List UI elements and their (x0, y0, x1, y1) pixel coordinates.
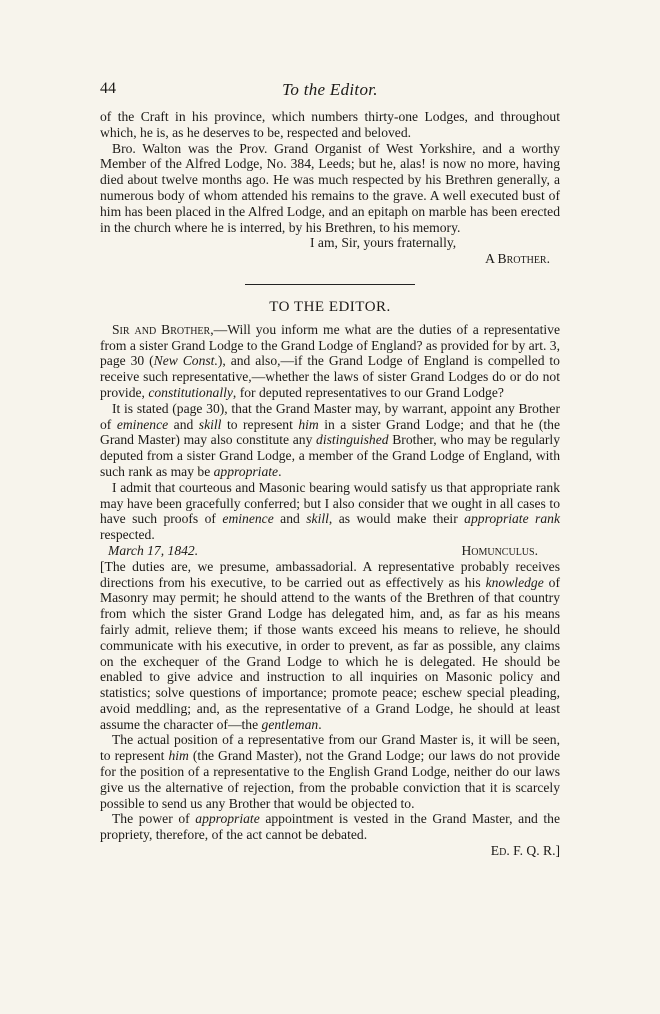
text-run: ), and also,—if the Grand Lodge of England is compelled to receive such representative,—whether the laws of sister Grand Lodges do or do not provide, (100, 353, 560, 400)
letter-one (100, 109, 560, 267)
running-title: To the Editor. (282, 80, 378, 99)
italic-run: him (168, 748, 189, 764)
italic-run: distinguished (316, 432, 389, 448)
text-run: . (278, 463, 282, 479)
text-run: I admit that courteous and Masonic bearing would satisfy us that appropriate rank may have been gracefully conferred; but I also consider that we ought in all cases to have such proofs of (100, 479, 560, 527)
text-run: and (273, 511, 307, 527)
text-run: to represent (221, 416, 299, 432)
letter-two (100, 300, 560, 559)
italic-run: eminence (222, 511, 274, 527)
editor-reply (100, 559, 560, 859)
italic-run: appropriate (213, 463, 279, 479)
italic-run: knowledge (485, 574, 544, 590)
editor-signature: Ed. F. Q. R.] (490, 843, 560, 859)
italic-run: New Const. (153, 353, 218, 369)
text-run: respected. (100, 527, 155, 543)
italic-run: appropriate (195, 811, 260, 827)
section-heading: TO THE EDITOR. (269, 298, 391, 315)
letter-date: March 17, 1842. (108, 542, 199, 558)
italic-run: constitutionally (148, 384, 233, 400)
paragraph: Bro. Walton was the Prov. Grand Organist of West Yorkshire, and a worthy Member of the Alfred Lodge, No. 384, Leeds; but he, alas! is now no more, having died about twelve months ago. He was much respected by his Brethren generally, a numerous body of whom attended his remains to the grave. A well executed bust of him has been placed in the Alfred Lodge, and an epitaph on marble has been erected in the church where he is interred, by his Brethren, to his memory. (100, 140, 560, 235)
paragraph (100, 559, 560, 733)
paragraph: of the Craft in his province, which numbers thirty-one Lodges, and throughout which, he is, as he deserves to be, respected and beloved. (100, 109, 560, 140)
paragraph (100, 811, 560, 843)
letter-closing: I am, Sir, yours fraternally, (310, 235, 457, 251)
text-run: (the Grand Master), not the Grand Lodge; our laws do not provide for the position of a representative to the English Grand Lodge, neither do our laws give us the alternative of rejection, from the probable conviction that it is scarcely possible to send us any Brother that would be objected to. (100, 748, 561, 811)
text-run: of Masonry may permit; he should attend to the wants of the Brethren of that country from which the sister Grand Lodge has delegated him, and, as far as his means fairly admit, relieve them; if those wants exceed his means to relieve, he should communicate with his executive, in order to prevent, as far as possible, any claims on the exchequer of the Grand Lodge to which he is delegated. He should be enabled to give advice and instruction to all inquiries on Masonic policy and statistics; solve questions of importance; promote peace; eschew special pleading, avoid meddling; and, as the representative of a Grand Lodge, he should at least assume the character of—the (100, 574, 561, 732)
text-run: and (168, 416, 199, 432)
text-run: , for deputed representatives to our Grand Lodge? (232, 384, 504, 400)
text-run: , as would make their (328, 511, 465, 527)
text-run: [The duties are, we presume, ambassadorial. A representative probably receives directions from his executive, to be carried out as effectively as his (100, 558, 560, 590)
italic-run: him (298, 416, 319, 432)
letter-signature: A Brother. (485, 251, 550, 267)
section-divider (245, 284, 415, 285)
italic-run: skill (198, 416, 222, 432)
letter-signature: Homunculus. (461, 542, 538, 558)
italic-run: skill (306, 511, 329, 527)
italic-run: gentleman (261, 716, 319, 732)
page-header (100, 80, 560, 100)
text-run: The actual position of a representative from our Grand Master is, it will be seen, to represent (100, 732, 560, 764)
paragraph (100, 401, 560, 480)
paragraph (100, 322, 560, 401)
body-text (100, 109, 560, 859)
text-run: The power of (112, 811, 196, 827)
page-number: 44 (100, 80, 116, 97)
text-run: appointment is vested in the Grand Master, and the propriety, therefore, of the act cannot be debated. (100, 811, 561, 843)
text-run: in a sister Grand Lodge; and that he (the Grand Master) may also constitute any (100, 416, 560, 448)
paragraph (100, 480, 560, 543)
text-run: It is stated (page 30), that the Grand Master may, by warrant, appoint any Brother of (100, 400, 560, 432)
text-run: —Will you inform me what are the duties of a representative from a sister Grand Lodge to the Grand Lodge of England? as provided for by art. 3, page 30 ( (100, 321, 560, 369)
text-run: . (318, 716, 322, 732)
paragraph (100, 732, 560, 811)
text-run: Brother, who may be regularly deputed from a sister Grand Lodge, a member of the Grand Lodge of England, with such rank as may be (100, 432, 560, 479)
letter-signoff (100, 543, 560, 559)
italic-run: eminence (116, 416, 169, 432)
italic-run: appropriate rank (464, 511, 560, 527)
salutation: Sir and Brother, (112, 321, 214, 337)
